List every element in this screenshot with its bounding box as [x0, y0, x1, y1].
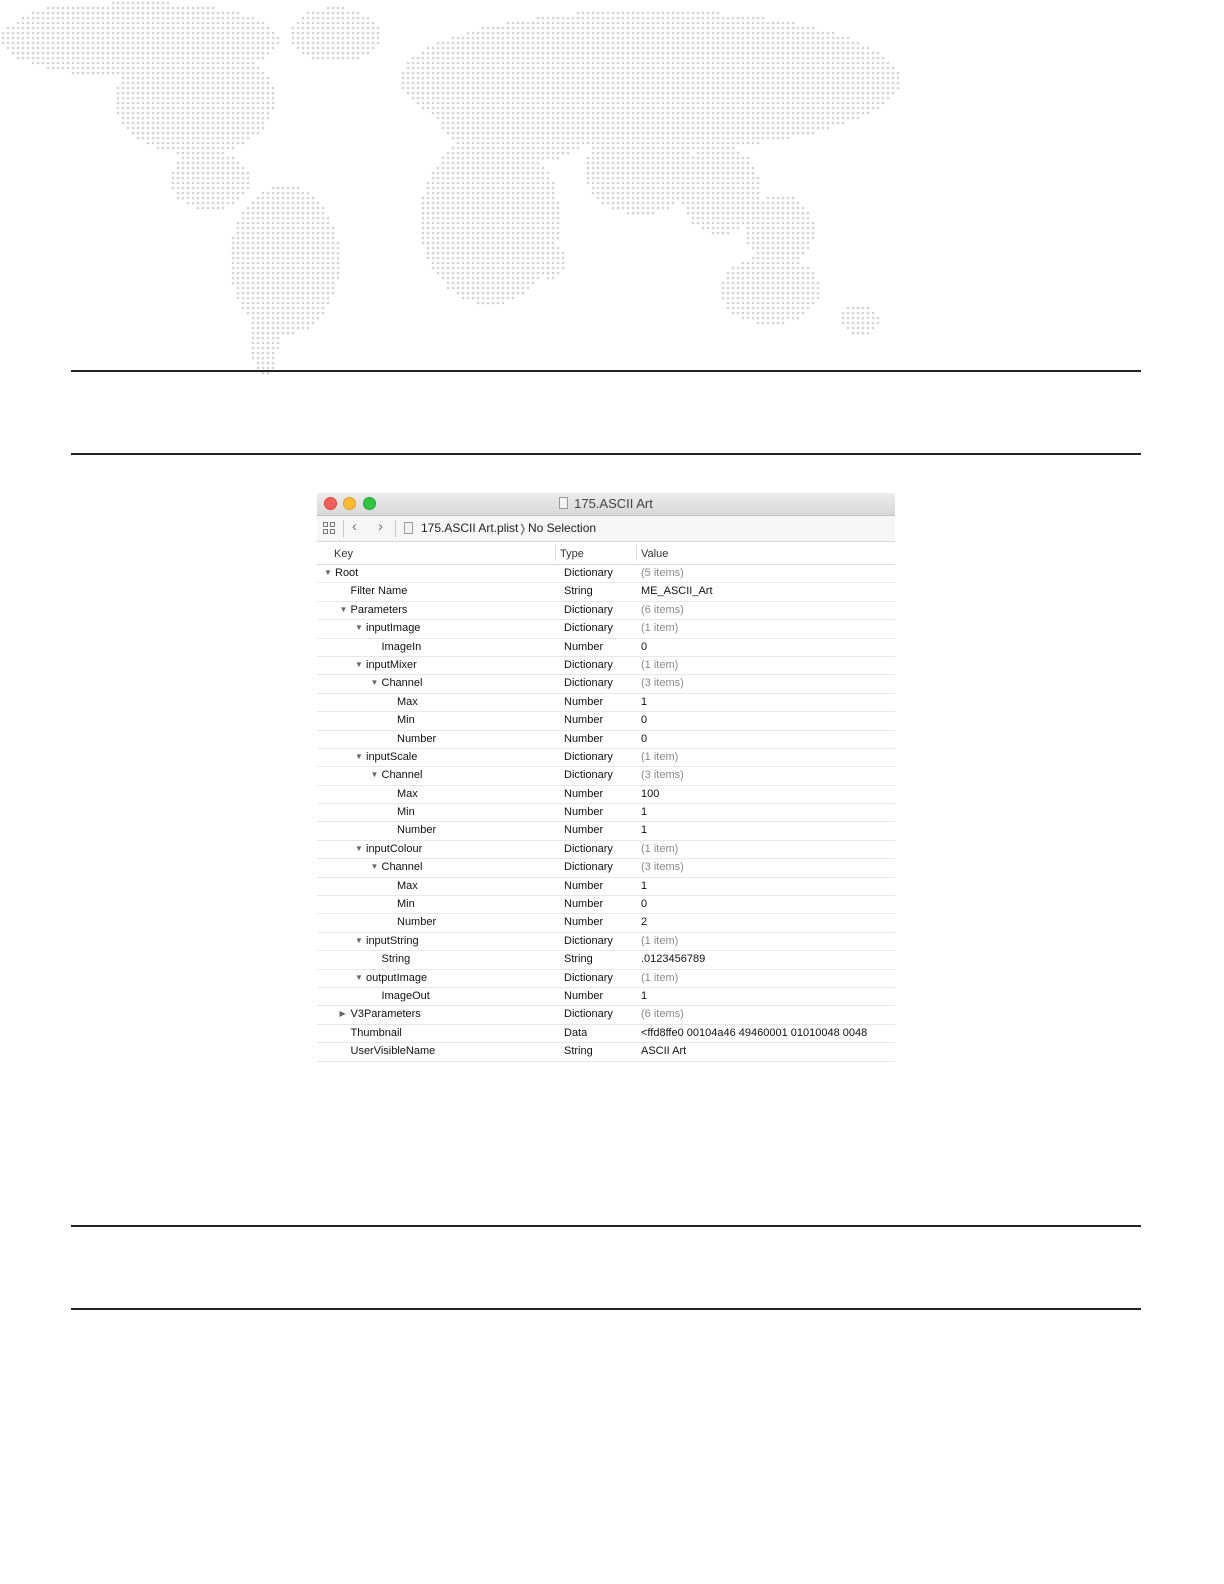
table-row[interactable]: [317, 639, 895, 657]
row-key[interactable]: outputImage: [366, 971, 428, 984]
row-key[interactable]: Max: [397, 879, 418, 892]
row-key[interactable]: UserVisibleName: [350, 1045, 436, 1058]
row-key[interactable]: Number: [397, 916, 437, 929]
row-value[interactable]: (1 item): [641, 842, 679, 855]
table-row[interactable]: [317, 804, 895, 822]
row-key[interactable]: Filter Name: [350, 585, 408, 598]
table-row[interactable]: [317, 933, 895, 951]
row-type[interactable]: Dictionary: [564, 934, 613, 947]
table-row[interactable]: [317, 896, 895, 914]
row-key[interactable]: Max: [397, 787, 418, 800]
row-value[interactable]: 1: [641, 806, 648, 819]
row-value[interactable]: ME_ASCII_Art: [641, 585, 713, 598]
row-type[interactable]: Dictionary: [564, 658, 613, 671]
row-key[interactable]: V3Parameters: [350, 1008, 421, 1021]
row-value[interactable]: 1: [641, 824, 648, 837]
plist-table: [317, 542, 895, 1062]
table-row[interactable]: [317, 620, 895, 638]
table-row[interactable]: [317, 767, 895, 785]
table-row[interactable]: [317, 878, 895, 896]
document-icon: [559, 497, 568, 509]
row-value[interactable]: (1 item): [641, 658, 679, 671]
disclosure-triangle-open-icon[interactable]: ▼: [355, 935, 363, 945]
row-value[interactable]: ASCII Art: [641, 1045, 687, 1058]
row-key[interactable]: ImageIn: [381, 640, 422, 653]
disclosure-triangle-open-icon[interactable]: ▼: [370, 770, 379, 780]
row-value[interactable]: .0123456789: [641, 953, 706, 966]
table-row[interactable]: [317, 565, 895, 583]
table-row[interactable]: [317, 822, 895, 840]
row-key[interactable]: ImageOut: [381, 989, 430, 1002]
row-type[interactable]: Number: [564, 806, 604, 819]
column-divider[interactable]: [555, 545, 556, 561]
row-value[interactable]: (1 item): [641, 622, 679, 635]
row-key[interactable]: inputColour: [366, 842, 423, 855]
row-key[interactable]: Min: [397, 714, 415, 727]
row-key[interactable]: Number: [397, 732, 437, 745]
table-row[interactable]: [317, 1006, 895, 1024]
breadcrumb-file[interactable]: 175.ASCII Art.plist: [421, 521, 519, 535]
jump-bar: [317, 516, 895, 542]
disclosure-triangle-open-icon[interactable]: ▼: [370, 862, 379, 872]
row-type[interactable]: Dictionary: [564, 603, 613, 616]
row-type[interactable]: Number: [564, 989, 604, 1002]
row-type[interactable]: Number: [564, 695, 604, 708]
row-type[interactable]: Number: [564, 640, 604, 653]
column-divider[interactable]: [636, 545, 637, 561]
world-map-dot-background: [0, 0, 930, 385]
horizontal-rule: [71, 453, 1141, 455]
column-header-type[interactable]: Type: [560, 548, 584, 560]
disclosure-triangle-open-icon[interactable]: ▼: [370, 678, 379, 688]
column-header-key[interactable]: Key: [334, 548, 353, 560]
horizontal-rule: [71, 1308, 1141, 1310]
row-type[interactable]: Dictionary: [564, 567, 613, 579]
row-type[interactable]: Number: [564, 787, 604, 800]
row-type[interactable]: Dictionary: [564, 769, 613, 782]
row-type[interactable]: Dictionary: [564, 677, 613, 690]
disclosure-triangle-open-icon[interactable]: ▼: [355, 659, 363, 669]
table-row[interactable]: [317, 731, 895, 749]
table-row[interactable]: [317, 859, 895, 877]
table-body: [317, 565, 895, 1062]
row-key[interactable]: Thumbnail: [350, 1026, 402, 1039]
table-row[interactable]: [317, 1043, 895, 1061]
toolbar-divider: [343, 520, 344, 537]
back-chevron-icon[interactable]: ‹: [352, 518, 357, 535]
row-value[interactable]: (1 item): [641, 934, 679, 947]
row-key[interactable]: String: [381, 953, 411, 966]
table-row[interactable]: [317, 951, 895, 969]
table-row[interactable]: [317, 970, 895, 988]
table-row[interactable]: [317, 583, 895, 601]
table-row[interactable]: [317, 914, 895, 932]
table-header: [317, 542, 895, 565]
forward-chevron-icon[interactable]: ›: [378, 518, 383, 535]
row-key[interactable]: Min: [397, 898, 415, 911]
row-key[interactable]: Parameters: [350, 603, 408, 616]
row-type[interactable]: Number: [564, 732, 604, 745]
table-row[interactable]: [317, 602, 895, 620]
row-type[interactable]: Dictionary: [564, 861, 613, 874]
column-header-value[interactable]: Value: [641, 548, 669, 560]
row-type[interactable]: Number: [564, 898, 604, 911]
row-value[interactable]: 0: [641, 714, 648, 727]
disclosure-triangle-open-icon[interactable]: ▼: [355, 751, 363, 761]
table-row[interactable]: [317, 657, 895, 675]
window-title: 175.ASCII Art: [574, 496, 653, 511]
row-key[interactable]: inputMixer: [366, 658, 417, 671]
row-value[interactable]: (6 items): [641, 1008, 684, 1021]
row-key[interactable]: inputString: [366, 934, 419, 947]
table-row[interactable]: [317, 749, 895, 767]
row-key[interactable]: Channel: [381, 861, 423, 874]
table-row[interactable]: [317, 675, 895, 693]
disclosure-triangle-open-icon[interactable]: ▼: [339, 604, 348, 614]
file-icon: [404, 522, 413, 536]
row-value[interactable]: (6 items): [641, 603, 684, 616]
disclosure-triangle-open-icon[interactable]: ▼: [355, 843, 363, 853]
row-value[interactable]: 0: [641, 732, 648, 745]
row-type[interactable]: String: [564, 585, 593, 598]
disclosure-triangle-open-icon[interactable]: ▼: [355, 623, 363, 633]
row-key[interactable]: Min: [397, 806, 415, 819]
horizontal-rule: [71, 1225, 1141, 1227]
breadcrumb-separator-icon: ❭: [518, 523, 528, 535]
row-value[interactable]: 100: [641, 787, 660, 800]
row-type[interactable]: Dictionary: [564, 750, 613, 763]
row-value[interactable]: <ffd8ffe0 00104a46 49460001 01010048 0048: [641, 1026, 868, 1039]
row-type[interactable]: Dictionary: [564, 622, 613, 635]
row-key[interactable]: Channel: [381, 677, 423, 690]
row-value[interactable]: (3 items): [641, 769, 684, 782]
row-value[interactable]: (5 items): [641, 567, 684, 579]
table-row[interactable]: [317, 786, 895, 804]
plist-editor-window: [317, 493, 895, 1058]
table-row[interactable]: [317, 712, 895, 730]
related-items-grid-icon[interactable]: [323, 522, 336, 535]
disclosure-triangle-open-icon[interactable]: ▼: [324, 568, 332, 577]
row-type[interactable]: Data: [564, 1026, 588, 1039]
row-value[interactable]: 0: [641, 640, 648, 653]
row-type[interactable]: Dictionary: [564, 1008, 613, 1021]
table-row[interactable]: [317, 1025, 895, 1043]
title-bar: [317, 493, 895, 516]
row-value[interactable]: 1: [641, 695, 648, 708]
toolbar-divider: [395, 520, 396, 537]
row-key[interactable]: inputImage: [366, 622, 421, 635]
row-type[interactable]: String: [564, 953, 593, 966]
row-type[interactable]: Dictionary: [564, 971, 613, 984]
row-value[interactable]: (1 item): [641, 971, 679, 984]
row-key[interactable]: Max: [397, 695, 418, 708]
row-value[interactable]: (1 item): [641, 750, 679, 763]
disclosure-triangle-open-icon[interactable]: ▼: [355, 972, 363, 982]
row-type[interactable]: String: [564, 1045, 593, 1058]
breadcrumb-selection[interactable]: No Selection: [528, 521, 597, 535]
row-key[interactable]: Number: [397, 824, 437, 837]
row-key[interactable]: Root: [335, 567, 359, 579]
row-type[interactable]: Number: [564, 714, 604, 727]
row-value[interactable]: 0: [641, 898, 648, 911]
row-value[interactable]: 1: [641, 989, 648, 1002]
disclosure-triangle-closed-icon[interactable]: ▶: [339, 1009, 346, 1019]
row-type[interactable]: Number: [564, 916, 604, 929]
table-row[interactable]: [317, 694, 895, 712]
horizontal-rule: [71, 370, 1141, 372]
row-type[interactable]: Number: [564, 824, 604, 837]
row-type[interactable]: Number: [564, 879, 604, 892]
table-row[interactable]: [317, 841, 895, 859]
row-value[interactable]: 2: [641, 916, 648, 929]
row-key[interactable]: inputScale: [366, 750, 418, 763]
row-value[interactable]: 1: [641, 879, 648, 892]
row-key[interactable]: Channel: [381, 769, 423, 782]
table-row[interactable]: [317, 988, 895, 1006]
row-value[interactable]: (3 items): [641, 677, 684, 690]
row-value[interactable]: (3 items): [641, 861, 684, 874]
row-type[interactable]: Dictionary: [564, 842, 613, 855]
